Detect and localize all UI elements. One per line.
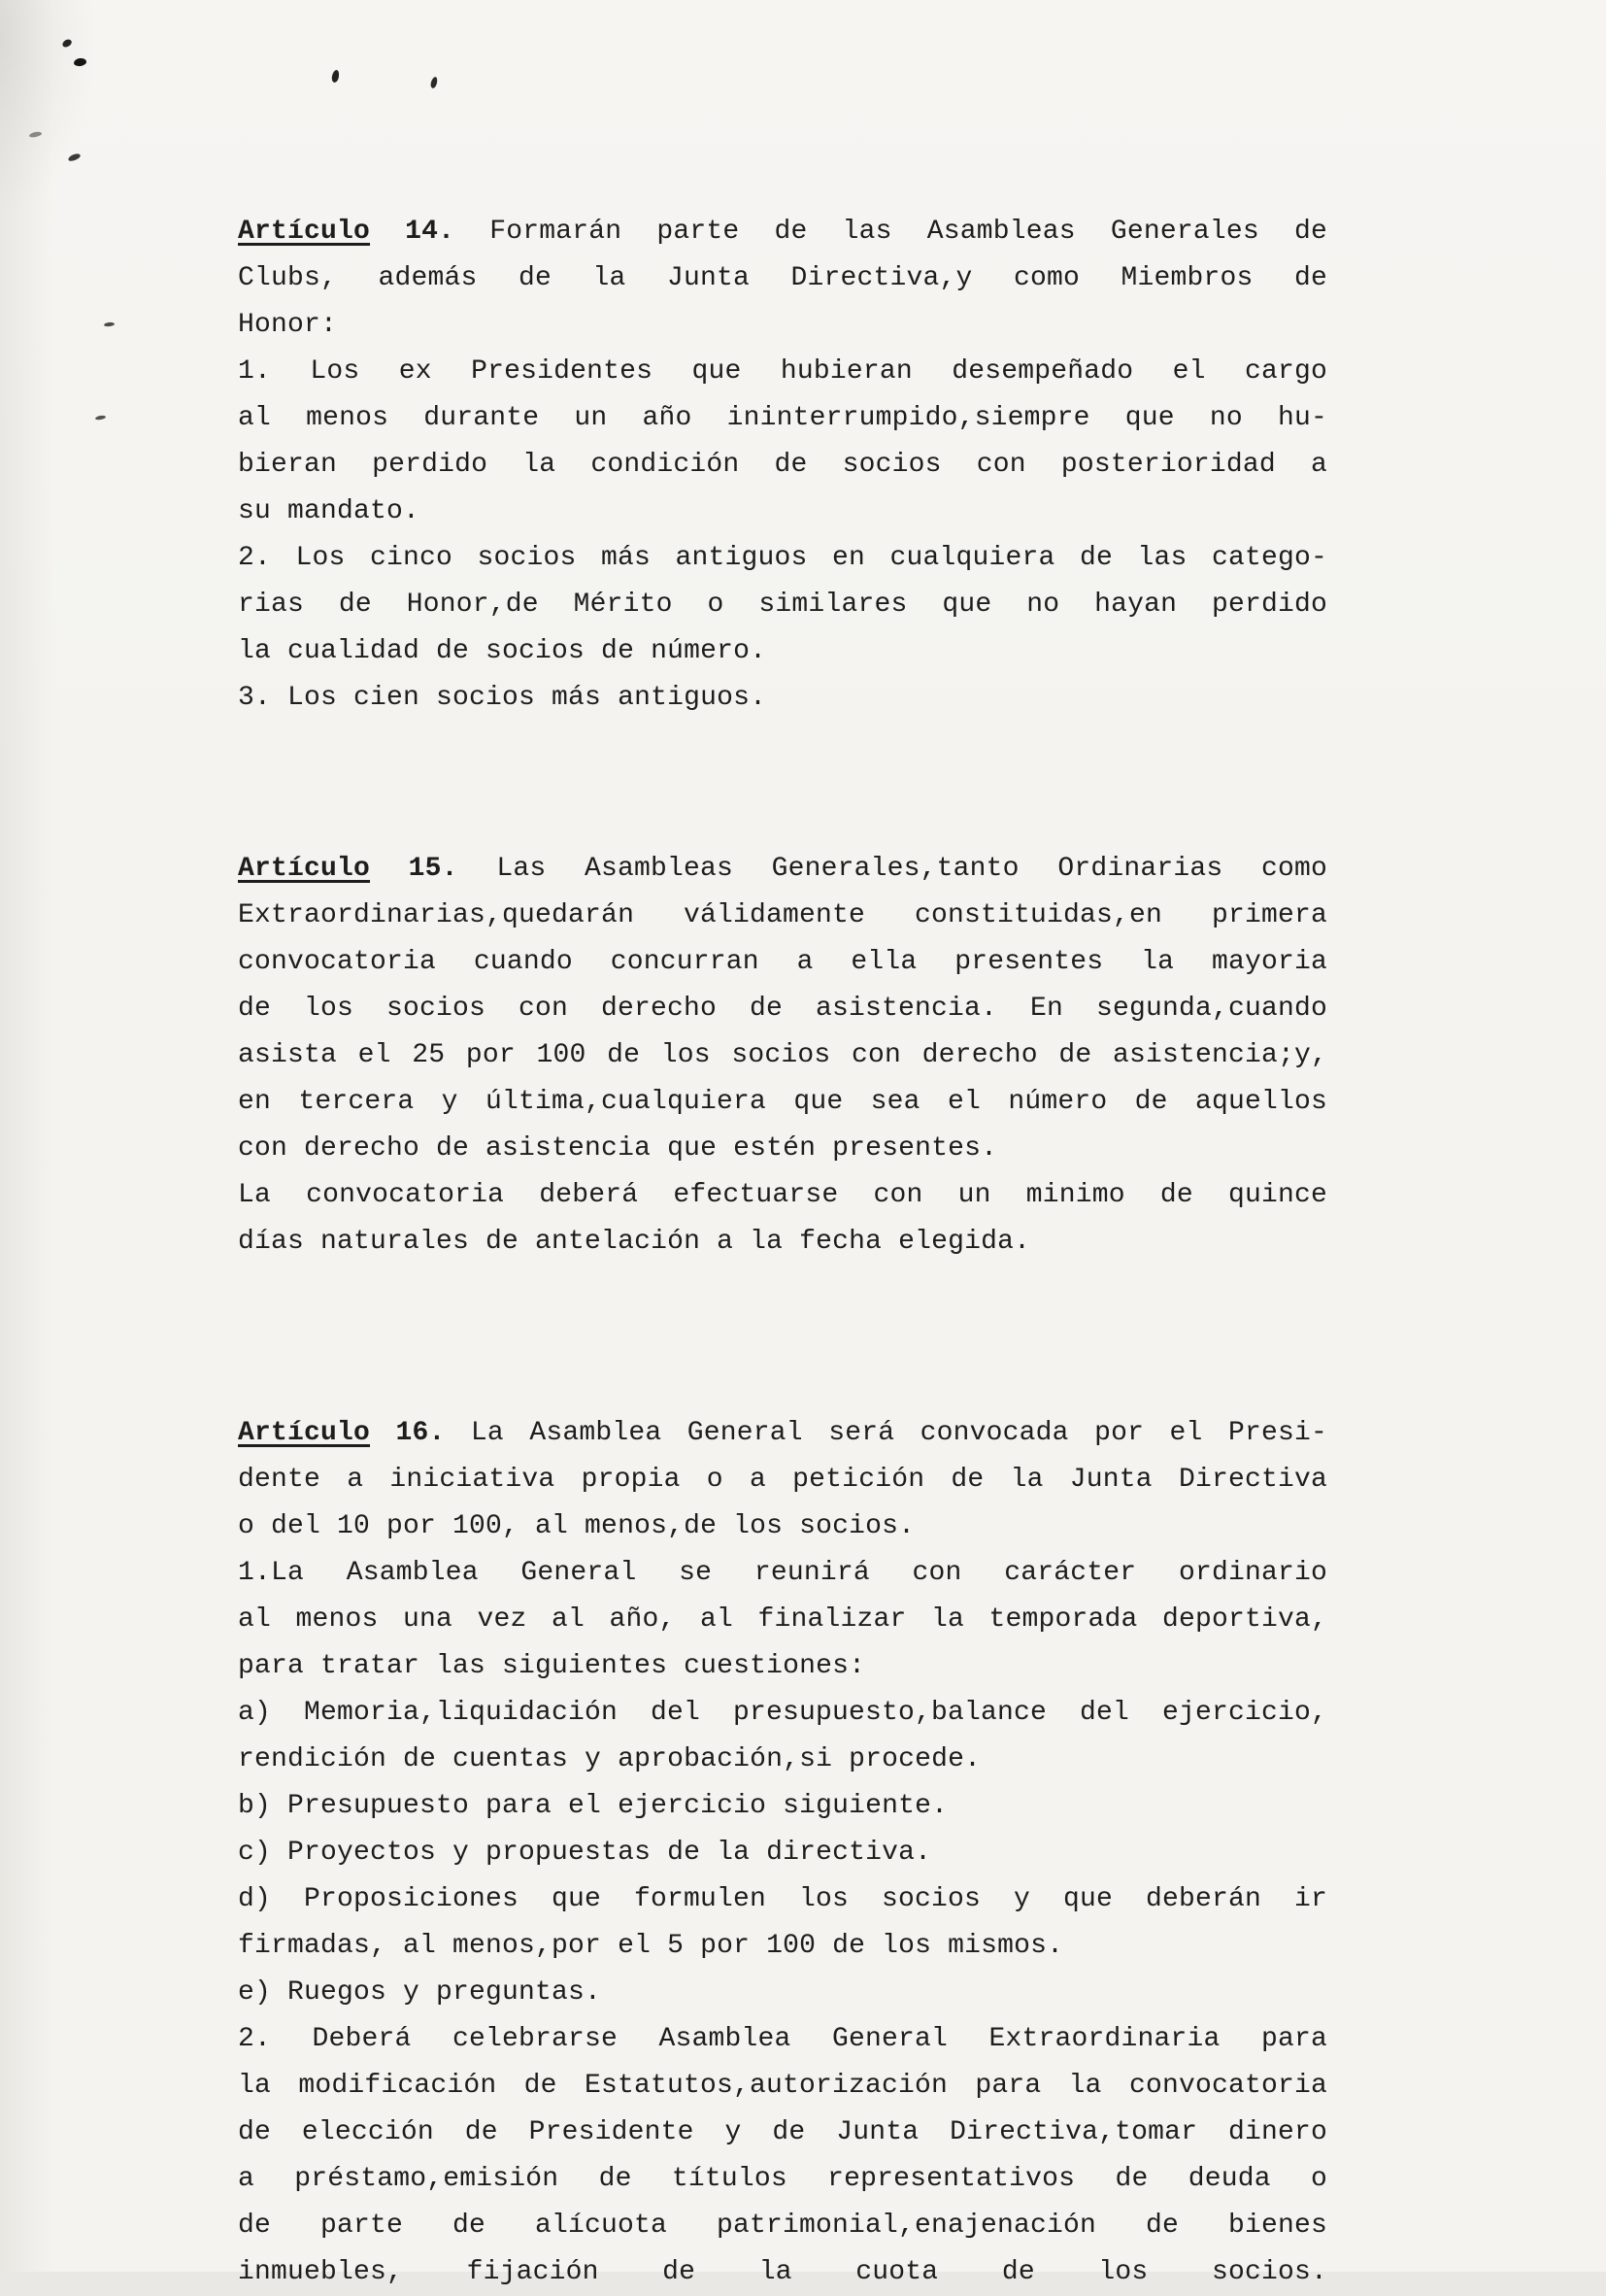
text-line: con derecho de asistencia que estén presentes. (238, 1133, 998, 1164)
article-heading-word: Artículo (238, 217, 371, 247)
text-line-clipped: inmuebles, fijación de la cuota de los socios. (238, 2257, 1327, 2287)
ink-speck (429, 76, 438, 88)
text-line: al menos durante un año ininterrumpido,siempre que no hu- (238, 403, 1327, 433)
text-line: o del 10 por 100, al menos,de los socios. (238, 1511, 916, 1541)
article-heading: Artículo 16. (238, 1418, 446, 1448)
text-line: 3. Los cien socios más antiguos. (238, 683, 767, 713)
text-line: rias de Honor,de Mérito o similares que no hayan perdido (238, 590, 1327, 620)
ink-speck (331, 69, 341, 83)
text-line: 1.La Asamblea General se reunirá con carácter ordinario (238, 1558, 1327, 1588)
text-line: bieran perdido la condición de socios con posterioridad a (238, 450, 1327, 480)
article-heading-word: Artículo (238, 854, 371, 884)
ink-speck (74, 57, 87, 67)
text-line: d) Proposiciones que formulen los socios y que deberán ir (238, 1884, 1327, 1914)
ink-speck (61, 38, 73, 49)
text-line: e) Ruegos y preguntas. (238, 1977, 602, 2008)
text-line: de parte de alícuota patrimonial,enajenación de bienes (238, 2211, 1327, 2241)
text-line: su mandato. (238, 496, 420, 526)
text-line: Extraordinarias,quedarán válidamente constituidas,en primera (238, 900, 1327, 930)
text-line: a préstamo,emisión de títulos representativos de deuda o (238, 2164, 1327, 2194)
text-line: a) Memoria,liquidación del presupuesto,balance del ejercicio, (238, 1698, 1327, 1728)
text-line: de los socios con derecho de asistencia. En segunda,cuando (238, 994, 1327, 1024)
text-line: b) Presupuesto para el ejercicio siguiente. (238, 1791, 949, 1821)
ink-speck (29, 131, 43, 139)
text-line: Honor: (238, 310, 338, 340)
text-line: c) Proyectos y propuestas de la directiva. (238, 1838, 932, 1868)
text-line: en tercera y última,cualquiera que sea el número de aquellos (238, 1087, 1327, 1117)
text-line: días naturales de antelación a la fecha elegida. (238, 1227, 1031, 1257)
text-line: 2. Deberá celebrarse Asamblea General Extraordinaria para (238, 2024, 1327, 2054)
text-line: Artículo 14. Formarán parte de las Asambleas Generales de (238, 217, 1328, 247)
text-line: de elección de Presidente y de Junta Directiva,tomar dinero (238, 2117, 1327, 2147)
article-14 (238, 209, 1327, 722)
text-line: 1. Los ex Presidentes que hubieran desempeñado el cargo (238, 356, 1327, 387)
text-line: firmadas, al menos,por el 5 por 100 de los mismos. (238, 1931, 1064, 1961)
text-line: la cualidad de socios de número. (238, 636, 767, 666)
article-heading: Artículo 14. (238, 217, 455, 247)
article-heading-word: Artículo (238, 1418, 371, 1448)
ink-speck (95, 415, 107, 421)
text-line: 2. Los cinco socios más antiguos en cualquiera de las catego- (238, 543, 1327, 573)
text-line: asista el 25 por 100 de los socios con derecho de asistencia;y, (238, 1040, 1327, 1070)
text-line: Artículo 16. La Asamblea General será convocada por el Presi- (238, 1418, 1327, 1448)
article-15 (238, 846, 1327, 1266)
text-line: Artículo 15. Las Asambleas Generales,tanto Ordinarias como (238, 854, 1327, 884)
ink-speck (67, 152, 81, 162)
text-line: La convocatoria deberá efectuarse con un minimo de quince (238, 1180, 1327, 1210)
text-line: convocatoria cuando concurran a ella presentes la mayoria (238, 947, 1327, 977)
text-line: para tratar las siguientes cuestiones: (238, 1651, 866, 1681)
text-line: al menos una vez al año, al finalizar la temporada deportiva, (238, 1604, 1327, 1635)
text-line: rendición de cuentas y aprobación,si procede. (238, 1744, 982, 1774)
article-heading: Artículo 15. (238, 854, 458, 884)
text-line: la modificación de Estatutos,autorización para la convocatoria (238, 2071, 1327, 2101)
text-line: Clubs, además de la Junta Directiva,y como Miembros de (238, 263, 1327, 293)
ink-speck (104, 321, 115, 326)
article-16 (238, 1410, 1327, 2296)
text-line: dente a iniciativa propia o a petición de la Junta Directiva (238, 1465, 1327, 1495)
